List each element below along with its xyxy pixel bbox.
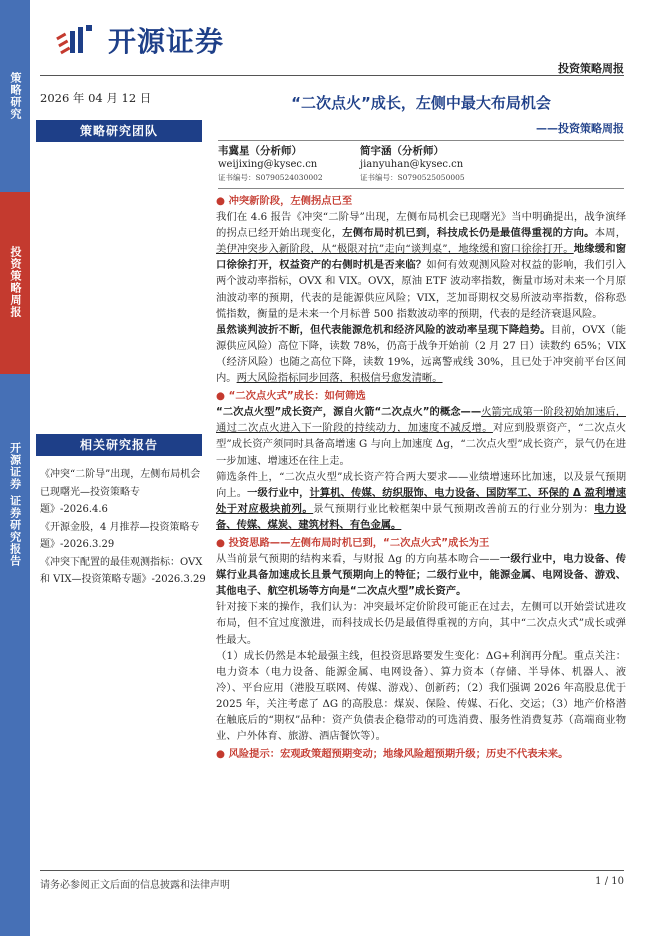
strip-label: 投资策略周报: [9, 246, 22, 318]
section-heading: [216, 193, 626, 209]
report-body: [216, 193, 626, 762]
text-run: 左侧布局时机已到，科技成长仍是最值得重视的方向。: [342, 227, 595, 240]
text-run: 两大风险指标同步回落，积极信号愈发清晰。: [236, 372, 443, 385]
bullet-icon: ●: [216, 390, 225, 403]
section-heading-text: 冲突新阶段，左侧拐点已至: [228, 195, 353, 207]
text-run: 美伊冲突步入新阶段，从“极限对抗”走向“谈判桌”，地缘缓和窗口徐徐打开。: [216, 243, 574, 256]
text-run: 从当前景气预期的结构来看，与财报 Δg 的方向基本吻合——: [216, 553, 500, 566]
company-name: 开源证券: [108, 25, 225, 58]
bullet-icon: ●: [216, 748, 225, 761]
section-heading: [216, 388, 626, 404]
related-reports-title: 相关研究报告: [36, 434, 202, 456]
strip-label: 开源证券 证券研究报告: [8, 442, 22, 567]
related-report-item[interactable]: 《冲突“二阶导”出现，左侧布局机会已现曙光—投资策略专题》-2026.4.6: [40, 469, 201, 515]
paragraph: [216, 322, 626, 386]
footer-divider: [40, 870, 624, 871]
text-run: 筛选条件上，“二次点火型”成长资产符合两大要求——业绩增速环比加速，以及景气预期向上。: [216, 470, 626, 499]
text-run: 本周，: [594, 227, 627, 240]
author-name: 韦冀星（分析师）: [218, 145, 302, 157]
related-report-item[interactable]: 《冲突下配置的最佳观测指标：OVX 和 VIX—投资策略专题》-2026.3.29: [40, 556, 206, 585]
paragraph: （1）成长仍然是本轮最强主线，但投资思路要发生变化：ΔG+利润再分配。重点关注：电力资本（电力设备、能源金属、电网设备）、算力资本（存储、半导体、机器人、液冷）、平台应用（港股互联网、传媒、游戏）、创新药；（2）我们强调 2026 年高股息优于 2025 年，关注考虑了 ΔG 的高股息：煤炭、保险、传媒、石化、交运；（3）地产价格潜在触底后的“期权”品种：资产负债表企稳带动的可选消费、服务性消费复苏（高端商业物业、户外体育、旅游、酒店餐饮等）。: [216, 649, 626, 743]
footer-disclaimer: 请务必参阅正文后面的信息披露和法律声明: [40, 880, 230, 891]
text-run: 地缘缓和窗口徐徐打开，权益资产的右侧时机是否来临？: [216, 243, 626, 272]
strip-segment-company: [0, 374, 30, 936]
author-cert: 证书编号：S0790525050005: [360, 173, 465, 182]
strip-label: 策略研究: [9, 72, 22, 120]
author-card: [360, 145, 465, 184]
text-run: 如何有效观测风险对权益的影响，我们引入两个波动率指标，OVX 和 VIX。OVX，原油 ETF 波动率指数，衡量市场对未来一个月原油波动率的预期，代表的是能源供应风险；VIX，芝加哥期权交易所波动率指数，俗称恐慌指数，衡量的是未来一个月标普 500 指数波动率的预期，代表的是经济衰退风险。: [216, 259, 627, 320]
author-card: [218, 145, 323, 184]
author-email[interactable]: weijixing@kysec.cn: [218, 159, 318, 170]
text-run: 一级行业中，电力设备、传媒行业具备加速成长且景气预期向上的特征；二级行业中，能源金属、电网设备、游戏、其他电子、航空机场等方向是“二次点火型”成长资产。: [216, 553, 627, 598]
text-run: 电力设备、传媒、煤炭、建筑材料、有色金属。: [216, 502, 627, 531]
logo-mark-icon: [54, 23, 102, 57]
team-title: 策略研究团队: [36, 120, 202, 142]
page-number: 1 / 10: [595, 876, 624, 887]
report-subtitle: ——投资策略周报: [536, 122, 624, 135]
risk-warning-text: 风险提示：宏观政策超预期变动；地缘风险超预期升级；历史不代表未来。: [228, 748, 569, 761]
text-run: 虽然谈判波折不断，但代表能源危机和经济风险的波动率呈现下降趋势。: [216, 323, 551, 336]
risk-warning: [216, 746, 626, 762]
author-name: 简宇涵（分析师）: [360, 145, 444, 157]
text-run: 对应到股票资产，“二次点火型”成长资产须同时具备高增速 G 与向上加速度 Δg，“二次点火型”成长资产，景气仍在进一步加速、增速还在往上走。: [216, 422, 627, 467]
paragraph: [216, 551, 626, 599]
paragraph: 针对接下来的操作，我们认为：冲突最坏定价阶段可能正在过去，左侧可以开始尝试进攻布局，但不宜过度激进，而科技成长仍是最值得重视的方向，其中“二次点火式”成长或弹性最大。: [216, 601, 626, 646]
author-cert: 证书编号：S0790524030002: [218, 173, 323, 182]
company-logo: [54, 20, 224, 60]
text-run: 计算机、传媒、纺织服饰、电力设备、国防军工、环保的 Δ 盈利增速处于对应极块前列。: [216, 486, 627, 515]
header-divider: [40, 75, 624, 76]
paragraph: [216, 469, 626, 533]
strip-segment-weekly: [0, 192, 30, 374]
related-report-item[interactable]: 《开源金股，4 月推荐—投资策略专题》-2026.3.29: [40, 521, 200, 550]
report-date: 2026 年 04 月 12 日: [40, 91, 152, 105]
authors-divider: [218, 188, 624, 189]
text-run: 一级行业中，: [247, 486, 310, 499]
report-type-label: 投资策略周报: [558, 62, 624, 75]
text-run: 火箭完成第一阶段初始加速后，通过二次点火进入下一阶段的持续动力，加速度不减反增。: [216, 406, 626, 435]
related-reports-list: [40, 466, 206, 589]
author-email[interactable]: jianyuhan@kysec.cn: [360, 159, 464, 170]
bullet-icon: ●: [216, 536, 225, 549]
section-heading-text: 投资思路——左侧布局时机已到，“二次点火式”成长为王: [228, 536, 490, 549]
text-run: 景气预期行业比較框架中景气预期改善前五的行业分别为：: [313, 502, 595, 515]
authors-block: [218, 140, 624, 184]
report-title: “二次点火”成长，左侧中最大布局机会: [291, 94, 551, 112]
left-strip: [0, 0, 30, 936]
section-heading: [216, 535, 626, 551]
section-heading-text: “二次点火式”成长：如何筛选: [228, 390, 366, 403]
paragraph: [216, 404, 626, 468]
text-run: 目前，OVX（能源供应风险）高位下降，读数 78%，仍高于战争开始前（2 月 27 日）读数约 65%；VIX（经济风险）也随之高位下降，读数 19%，远离警戒线 30%，且已处于冲突前平台区间内。: [216, 323, 627, 385]
text-run: 我们在 4.6 报告《冲突“二阶导”出现，左侧布局机会已现曙光》当中明确提出，战争演绎的拐点已经开始出现变化，: [216, 211, 626, 240]
bullet-icon: ●: [216, 195, 225, 207]
text-run: “二次点火型”成长资产，源自火箭“二次点火”的概念——: [216, 406, 482, 419]
paragraph: [216, 209, 626, 322]
strip-segment-strategy: [0, 0, 30, 192]
